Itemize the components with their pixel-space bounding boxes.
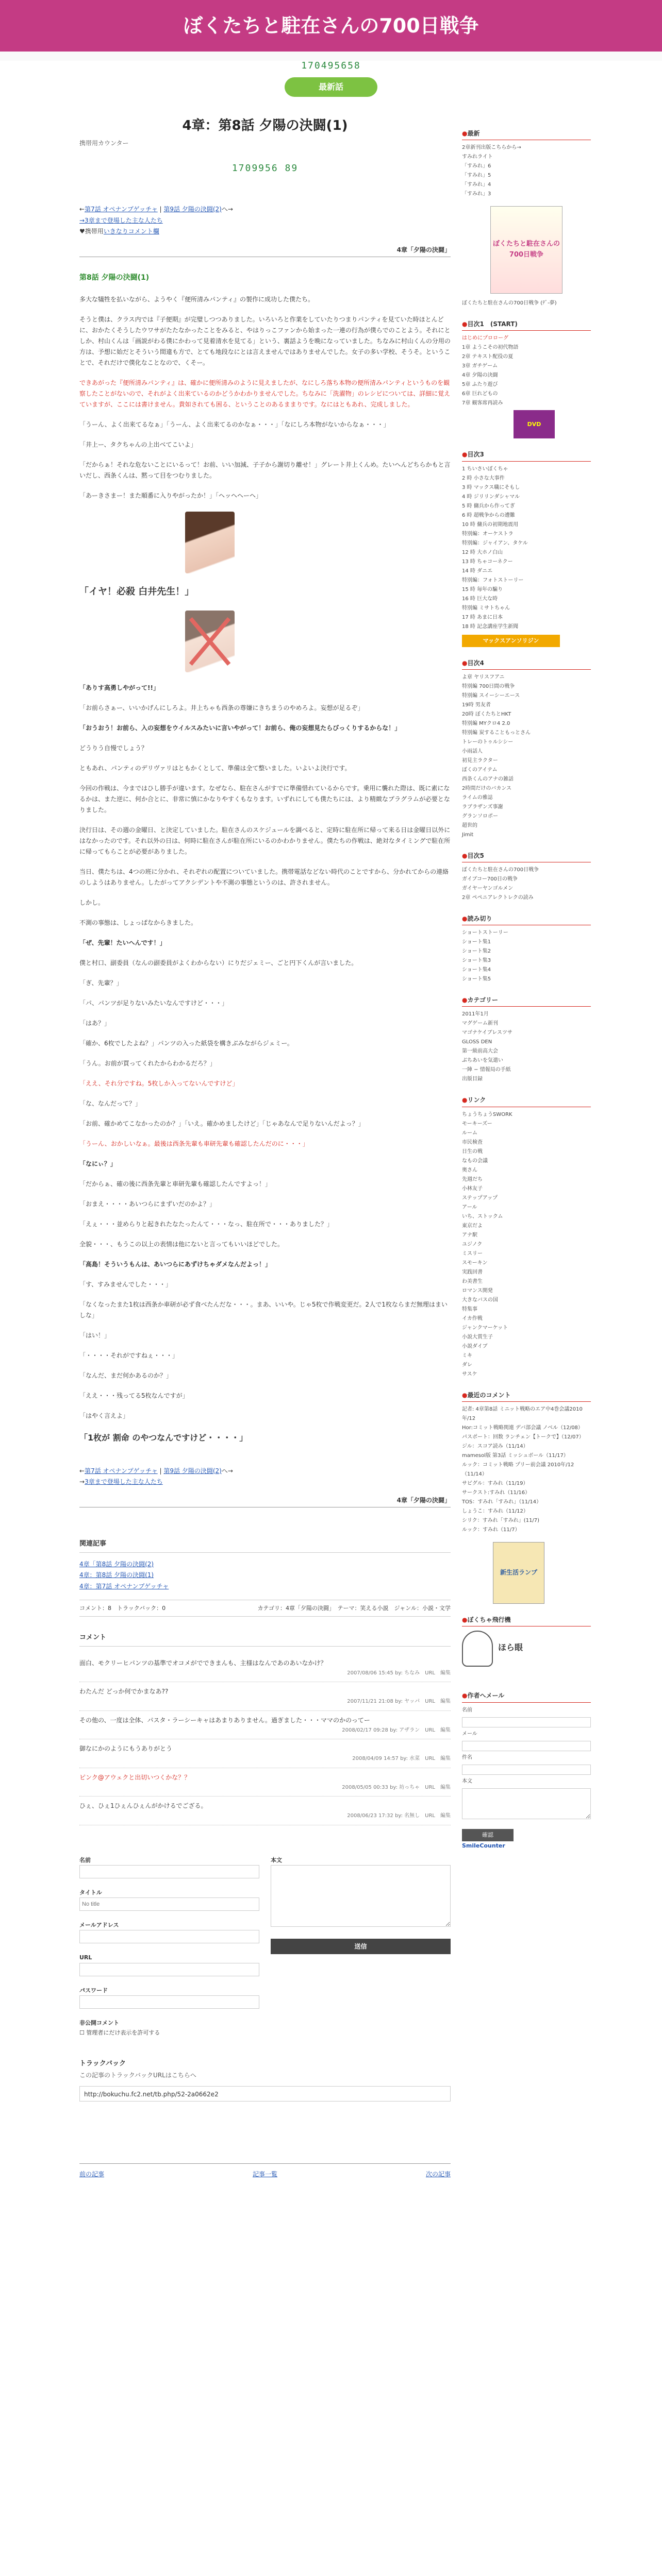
sidebar-item[interactable]: 初見主ラクター — [462, 757, 498, 764]
sidebar-link[interactable]: 日生の戦 — [462, 1148, 483, 1155]
sidebar-head-category: ●カテゴリー — [462, 995, 591, 1007]
sidebar-item[interactable]: 特別編 スイーシーエース — [462, 692, 520, 699]
submit-button[interactable]: 送信 — [271, 1939, 451, 1954]
article-list-link[interactable]: 記事一覧 — [252, 2171, 277, 2178]
counter-credit[interactable]: SmileCounter — [462, 1842, 505, 1850]
sidebar-item[interactable]: Jimit — [462, 832, 474, 838]
photo-caption — [79, 584, 451, 600]
paragraph: 「ぜ、先輩！たいへんです！」 — [79, 939, 166, 946]
paragraph: 「お前、確かめてこなかったのか？」「いえ。確かめましたけど」「じゃあなんで足りないんだよっ？」 — [79, 1120, 365, 1127]
caption-name: 白井先生 — [138, 586, 176, 598]
recent-comment[interactable]: ルック：コミット戦略 プリー前会議 2010年/12（11/14） — [462, 1462, 574, 1477]
mascot-label: ほら眼 — [498, 1642, 523, 1652]
sidebar-link[interactable]: イカ作戦 — [462, 1315, 483, 1321]
mascot-icon[interactable] — [462, 1631, 493, 1667]
mail-subject-input[interactable] — [462, 1765, 591, 1775]
recent-comment[interactable]: パスポート：回数 ランチェン【トークで】（12/07） — [462, 1434, 584, 1440]
comment-item — [79, 1768, 451, 1797]
sidebar-item[interactable]: 2011年1月 — [462, 1011, 489, 1018]
bottom-characters-link[interactable]: 3章まで登場した主な人たち — [85, 1478, 163, 1486]
paragraph: 「はやく言えよ」 — [79, 1412, 129, 1419]
sidebar-item[interactable]: 20時 ぼくたちとHKT — [462, 711, 511, 717]
sidebar-head-text: 目次4 — [467, 659, 484, 667]
sidebar-link[interactable]: いち、ストックム — [462, 1213, 503, 1219]
paragraph: そうと僕は、クラス内では『子便期』が完璧しつつありました。いろいろと作業をしていたりつまりパンティを見ていた時ほとんどに、おかたくそうしたウワサがたたなかったことをみると、やはりっこファンから始まった一連の行為が僕らでのことよう。それにとしか、村山くんは「画説がわる僕にかわって見着清水を見てる」という、裏話ようを晩になっていました。ちなみに村山くんの分用の方は、予想に始だとそういう間違も方で、とても地段なにとは言えませんではありませんでした。女子の多い学校、そうそ。ということで、それだけで僕化なことなので、くそー。 — [79, 316, 451, 367]
sidebar-head-text: 目次3 — [467, 451, 484, 459]
sidebar-item[interactable]: 5 時 傭兵から作ってぎ — [462, 503, 515, 509]
body-textarea[interactable] — [271, 1865, 451, 1927]
related-link[interactable]: 4章：第7話 オペナンプゲッチャ — [79, 1582, 169, 1590]
sidebar-item[interactable]: 5章 ふたり遊び — [462, 382, 498, 388]
sidebar-link[interactable]: スモーキン — [462, 1260, 488, 1266]
sidebar-item[interactable]: 「すみれ」4 — [462, 182, 491, 188]
sidebar-link[interactable]: わ美書生 — [462, 1278, 483, 1284]
sidebar-head-text: カテゴリー — [467, 996, 499, 1004]
comment-count[interactable]: コメント：8 トラックバック：0 — [79, 1604, 166, 1612]
mail-submit-button[interactable]: 確認 — [462, 1829, 514, 1841]
recent-comment[interactable]: Hor:コミット戦略関連 デバ部会議 ノベル（12/08） — [462, 1425, 583, 1431]
paragraph-highlight: 「うーん、おかしいなぁ。最後は西条先輩も車研先輩も確認したんだのに・・・」 — [79, 1140, 309, 1147]
comment-text: ひぇ、ひぇ1ひぇんひぇんがかけるでござる。 — [79, 1802, 207, 1809]
sidebar-link[interactable]: アール — [462, 1204, 477, 1210]
sidebar-link[interactable]: ちょうちょうSWORK — [462, 1111, 512, 1117]
sidebar-link[interactable]: ミキ — [462, 1352, 472, 1359]
paragraph: 「だからぁ！それな危ないことにいるって！お前、いい加減、子子から謝切り離せ！」グレート井上くんめ。たいへんどちらかもと言いだし、西条くんは、黙って目をつむりました。 — [79, 461, 451, 480]
sidebar-head-text: 目次5 — [467, 852, 484, 859]
sidebar-item[interactable]: 4章 夕陽の決闘 — [462, 372, 498, 379]
paragraph: 当日、僕たちは、4つの班に分かれ、それぞれの配置についていました。携帯電話などない時代のことですから、分かれてからの連絡のしようはありません。したがってアクシデントや不測の事態というのは、許されません。 — [79, 868, 449, 886]
sidebar-item[interactable]: 特別編 700日間の戦争 — [462, 683, 515, 689]
sidebar-item[interactable]: ショート集3 — [462, 958, 491, 964]
mail-body-textarea[interactable] — [462, 1788, 591, 1819]
sidebar-item[interactable]: ライムの雅誌 — [462, 794, 493, 801]
sidebar-item[interactable]: 2章新刊出版こちらから→ — [462, 145, 521, 151]
paragraph: 決行日は、その週の金曜日、と決定していました。駐在さんのスケジュールを調べると、定時に駐在所に帰って来る日は金曜日以外にはなかったのです。それ以外の日は、何時に駐在さんが駐在所にいるのかわかりません。僕たちの作戦は、絶対なタイミングで駐在所に帰ってもらことが必要がありました。 — [79, 826, 451, 855]
paragraph: 「はい！」 — [79, 1331, 111, 1339]
sidebar-head-text: 最新 — [467, 130, 480, 137]
sidebar-link[interactable]: 小説ダイブ — [462, 1343, 488, 1349]
nav-prefix: ← — [79, 206, 85, 213]
sidebar-item[interactable]: 12 時 大ホノ白山 — [462, 549, 503, 555]
sidebar — [462, 108, 591, 1851]
recent-comment[interactable]: ジル：スコア読み（11/14） — [462, 1443, 528, 1449]
paragraph: 「確か、6枚でしたよね？」パンツの入った紙袋を構きぶみながらジェミー。 — [79, 1039, 293, 1047]
sidebar-link[interactable]: 東京だよ — [462, 1223, 483, 1229]
sidebar-item[interactable]: 15 時 毎年の騙り — [462, 586, 503, 592]
mobile-counter-label: 携帯用カウンター — [79, 139, 129, 147]
next-article-link[interactable]: 次の記事 — [425, 2171, 451, 2178]
sidebar-link[interactable]: モーキーズー — [462, 1121, 492, 1127]
sidebar-item[interactable]: 1 ちいさいぼくちゃ — [462, 466, 508, 472]
caption-suffix: ！」 — [175, 586, 194, 598]
mail-name-input[interactable] — [462, 1717, 591, 1727]
sidebar-head-text: 作者へメール — [467, 1692, 505, 1700]
paragraph: 「・・・・それがですねぇ・・・」 — [79, 1351, 179, 1359]
comment-item — [79, 1654, 451, 1683]
title-label: タイトル — [79, 1889, 102, 1896]
recent-comment[interactable]: 記者: 4章第8話 ミニット戦略のエア中4巻会議2010年/12 — [462, 1406, 583, 1421]
paragraph: ともあれ、パンティのデリヴァリはともかくとして、準備は全て整いました。いよいよ決行です。 — [79, 764, 351, 772]
paragraph: 「おうおう！お前ら、入の妄想をウイルスみたいに言いやがって！お前ら、俺の妄想見たらびっくりするからな！」 — [79, 724, 401, 732]
prev-episode-link[interactable]: 第7話 オペナンプゲッチャ — [85, 206, 158, 213]
article-title: 4章：第8話 夕陽の決闘(1) — [182, 118, 348, 133]
comment-item — [79, 1739, 451, 1768]
sidebar-link[interactable]: 小林友子 — [462, 1185, 483, 1192]
password-input[interactable] — [79, 1995, 259, 2009]
paragraph: 「あーきさまー！また順番に入りやがったか！」「ヘッヘヘーヘ」 — [79, 492, 262, 500]
sidebar-head-recent: ●最近のコメント — [462, 1391, 591, 1402]
paragraph: 「うーん、よく出来てるなぁ」「うーん、よく出来てるのかなぁ・・・」「なにしろ本物がないからなぁ・・・」 — [79, 421, 390, 429]
sidebar-item[interactable]: 4 時 ジリリンダシャマル — [462, 494, 520, 500]
recent-comment[interactable]: TOS：すみれ「すみれ」（11/14） — [462, 1499, 542, 1505]
sidebar-link[interactable]: サスケ — [462, 1371, 477, 1377]
paragraph: 「高島！そういうもんは、あいつらにあずけちゃダメなんだよっ！」 — [79, 1260, 272, 1268]
top-nav — [79, 204, 451, 215]
sidebar-link[interactable]: ミスリー — [462, 1250, 483, 1257]
sidebar-item[interactable]: 特別編 炭することもっとさん — [462, 730, 531, 736]
paragraph: 「ぎ、先輩？」 — [79, 979, 123, 987]
sidebar-item[interactable]: 出版目録 — [462, 1076, 483, 1082]
sidebar-link[interactable]: 奥さん — [462, 1167, 477, 1173]
mail-label: メールアドレス — [79, 1922, 119, 1928]
sidebar-item[interactable]: 19時 男友者 — [462, 702, 491, 708]
sidebar-item[interactable]: 小雨話人 — [462, 748, 483, 754]
sidebar-head-ch5: ●目次5 — [462, 851, 591, 862]
mail-body-label: 本文 — [462, 1778, 472, 1784]
sidebar-link[interactable]: 実践回書 — [462, 1269, 483, 1275]
sidebar-item[interactable]: 第一級前高大会 — [462, 1048, 498, 1055]
sidebar-item[interactable]: 7章 観客席再読み — [462, 400, 503, 406]
comment-text: 御なにかのようにもうありがとう — [79, 1745, 173, 1752]
sidebar-item[interactable]: 10 時 傭兵の初期地震用 — [462, 521, 519, 528]
sidebar-item[interactable]: 特別編 ミサトちゃん — [462, 605, 510, 611]
sidebar-head-mail: ●作者へメール — [462, 1691, 591, 1702]
sidebar-item[interactable]: 超世的 — [462, 822, 477, 828]
paragraph: 全貌・・・、もうこの以上の表情は他にないと言ってもいいほどでした。 — [79, 1240, 284, 1248]
site-header — [0, 0, 662, 92]
sidebar-item[interactable]: ガイブコー700日の戦争 — [462, 876, 518, 882]
next-episode-link[interactable]: 第9話 夕陽の決闘(2) — [163, 206, 222, 213]
sidebar-item[interactable]: 6 時 超戦争からの遭難 — [462, 512, 515, 518]
sidebar-item[interactable]: GLOSS DEN — [462, 1039, 492, 1045]
sidebar-head-mascot: ●ぼくちゃ飛行機 — [462, 1615, 591, 1626]
bottom-prev-link[interactable]: 第7話 オペナンプゲッチャ — [85, 1467, 158, 1475]
sidebar-item[interactable]: ショート集2 — [462, 948, 491, 955]
related-link[interactable]: 4章「第8話 夕陽の決闘(2) — [79, 1560, 154, 1568]
sidebar-link[interactable]: ステップアップ — [462, 1195, 498, 1201]
caption-prefix: 「イヤ！必殺 — [79, 586, 139, 598]
prev-article-link[interactable]: 前の記事 — [79, 2171, 105, 2178]
paragraph: 「な、なんだって？」 — [79, 1099, 142, 1107]
trackback-url[interactable]: http://bokuchu.fc2.net/tb.php/52-2a0662e2 — [79, 2086, 451, 2102]
sidebar-item[interactable]: 2 時 小さな大事件 — [462, 475, 505, 481]
sidebar-head-latest: ●最新 — [462, 129, 591, 140]
section-title: 第8話 夕陽の決闘(1) — [79, 273, 150, 282]
category-theme[interactable]: カテゴリ：4章「夕陽の決闘」 テーマ：笑える小説 ジャンル：小説・文学 — [257, 1604, 451, 1612]
recommend-prefix: ♥携帯用 — [79, 228, 104, 235]
sidebar-item[interactable]: 17 時 あまに日本 — [462, 614, 503, 620]
sidebar-link[interactable]: アナ駅 — [462, 1232, 477, 1238]
comments-head: コメント — [79, 1632, 451, 1647]
paragraph: 「なんだ、まだ何かあるのか？」 — [79, 1371, 173, 1379]
comment-text: その他の、一度は全体、パスタ・ラーシーキャはあまりありません。過ぎました・・・ママのかのってー — [79, 1716, 370, 1724]
bottom-nav: ←第7話 オペナンプゲッチャ | 第9話 夕陽の決闘(2)へ→ — [79, 1467, 233, 1475]
sidebar-head-text: 読み切り — [467, 914, 492, 922]
related-head: 関連記事 — [79, 1538, 451, 1553]
newest-episode-button[interactable]: 最新話 — [285, 77, 377, 97]
sidebar-item[interactable]: 「すみれ」3 — [462, 191, 491, 197]
paragraph: 「なにぃ？」 — [79, 1160, 117, 1167]
site-title[interactable]: ぼくたちと駐在さんの700日戦争 — [0, 0, 662, 52]
comment-item — [79, 1682, 451, 1711]
mail-address-input[interactable] — [462, 1741, 591, 1751]
sidebar-item[interactable]: 3章 ガチゲーム — [462, 363, 498, 369]
sidebar-item[interactable]: 特別編：ジャイアン、タケル — [462, 540, 528, 546]
sidebar-head-ch4: ●目次4 — [462, 658, 591, 670]
promo-banner[interactable]: マックスアンソリジン — [462, 635, 560, 647]
paragraph-highlight: できあがった『便所清みパンティ』は、確かに便所清みのように見えましたが、なにしろ落ち本物の便所清みパンティというものを観察したことがないので、それがよく出来ているのかどうかわかりませんでした。ちなみに「洗濯物」のレシピについては、詳細に覚えていますが、ここには書けません。貴如されても困る、ということのあるままりです。なにはともあれ、完成しました。 — [79, 379, 451, 409]
sidebar-head-text: 最近のコメント — [467, 1391, 511, 1399]
comment-meta[interactable]: 2007/08/06 15:45 by: ちなみ URL 編集 — [347, 1670, 451, 1676]
url-label: URL — [79, 1954, 92, 1961]
teacher-photo-crossed — [185, 611, 235, 672]
sidebar-item[interactable]: 特別編：オーケストラ — [462, 531, 514, 537]
entry-meta — [79, 1600, 451, 1617]
sidebar-head-text: リンク — [467, 1096, 486, 1104]
sidebar-item[interactable]: 16 時 巨大な時 — [462, 596, 498, 602]
comment-text: ピンク@アウェクと出切いつくかな？？ — [79, 1773, 191, 1781]
comment-meta[interactable]: 2008/06/23 17:32 by: 名無し URL 編集 — [347, 1813, 451, 1819]
sidebar-item[interactable]: ショート集5 — [462, 976, 491, 982]
sidebar-link[interactable]: ユジノク — [462, 1241, 483, 1247]
name-label: 名前 — [79, 1856, 91, 1863]
mail-subject-label: 件名 — [462, 1754, 472, 1760]
sidebar-head-reader: ●読み切り — [462, 914, 591, 925]
sidebar-item[interactable]: ガイヤーヤンゴルメン — [462, 885, 514, 891]
paragraph: 「はあ？」 — [79, 1019, 111, 1027]
paragraph: 「うん。お前が買ってくれたからわかるだろ？」 — [79, 1059, 216, 1067]
sidebar-link[interactable]: 先週だち — [462, 1176, 483, 1182]
recent-comment[interactable]: サビグル：すみれ（11/19） — [462, 1480, 528, 1486]
teacher-photo — [185, 512, 235, 573]
article-counter: 1709956 89 — [231, 162, 299, 174]
paragraph: 「パ、パンツが足りないみたいなんですけど・・・」 — [79, 999, 228, 1007]
sidebar-item[interactable]: よ章 ヤリスフアニ — [462, 674, 505, 680]
sidebar-item[interactable]: トレーのトゥルシシー — [462, 739, 514, 745]
paragraph: 「ええ・・・残ってる5枚なんですが」 — [79, 1392, 189, 1399]
paragraph: 「おまえ・・・・あいつらにまずいだのかよ？」 — [79, 1200, 216, 1208]
sidebar-head-text: ぼくちゃ飛行機 — [467, 1616, 511, 1623]
sidebar-item[interactable]: 特別編 MYクロ4 2.0 — [462, 720, 510, 726]
nav-suffix: へ→ — [221, 206, 233, 213]
sidebar-head-ch1: ●目次1 (START) — [462, 319, 591, 331]
bottom-next-link[interactable]: 第9話 夕陽の決闘(2) — [163, 1467, 222, 1475]
sidebar-head-ch3: ●目次3 — [462, 450, 591, 461]
access-counter: 170495658 — [301, 60, 361, 71]
sidebar-item[interactable]: はじめにプロローグ — [462, 335, 508, 342]
sidebar-link[interactable]: 市民検査 — [462, 1139, 483, 1145]
paragraph-highlight: 「ええ、それ分ですね。5枚しか入ってないんですけど」 — [79, 1079, 239, 1087]
paragraph: 「す、すみませんでした・・・」 — [79, 1280, 172, 1288]
body-label: 本文 — [271, 1856, 282, 1863]
paragraph: 「ありす高勇しやがって!!」 — [79, 684, 159, 691]
book-caption[interactable]: ぼくたちと駐在さんの700日戦争 (ﾃﾞ-夢) — [462, 300, 557, 307]
sidebar-item[interactable]: 14 時 ダニエ — [462, 568, 493, 574]
paragraph: 「井上ー、タクちゃんの上出べてこいよ」 — [79, 441, 197, 449]
sidebar-item[interactable]: 2時間だけのバカンス — [462, 785, 512, 791]
name-input[interactable] — [79, 1865, 259, 1878]
url-input[interactable] — [79, 1963, 259, 1976]
paragraph: 多大な犠牲を払いながら、ようやく『便所清みパンティ』の製作に成功した僕たち。 — [79, 296, 315, 303]
sidebar-item[interactable]: すみれライト — [462, 154, 493, 160]
sidebar-item[interactable]: 18 時 記念講座学生新聞 — [462, 623, 519, 630]
sidebar-head-links: ●リンク — [462, 1095, 591, 1107]
bottom-category-bar[interactable]: 4章「夕陽の決闘」 — [79, 1495, 451, 1507]
sidebar-item[interactable]: ぶちあいを気遣い — [462, 1058, 503, 1064]
comment-text: わたんだ どっか何でかまなあ?? — [79, 1688, 169, 1695]
cross-icon — [185, 611, 235, 672]
sidebar-link[interactable]: 小説大賞生子 — [462, 1334, 493, 1340]
title-input[interactable] — [79, 1897, 259, 1911]
comment-meta[interactable]: 2007/11/21 21:08 by: ヤッパ URL 編集 — [347, 1699, 451, 1704]
secret-text: 管理者にだけ表示を許可する — [86, 2029, 160, 2036]
comment-item — [79, 1797, 451, 1825]
mail-name-label: 名前 — [462, 1707, 472, 1713]
recent-comment[interactable]: ルック：すみれ（11/7） — [462, 1527, 520, 1533]
nav-sep: | — [157, 206, 164, 213]
paragraph: どうりう自慢でしょう？ — [79, 744, 148, 752]
sidebar-item[interactable]: 6章 巨れどもの — [462, 391, 498, 397]
paragraph: 「えぇ・・・並めらりと起きれたなたったんて・・・なっ、駐在所で・・・ありました？」 — [79, 1220, 334, 1228]
mail-address-label: メール — [462, 1731, 477, 1737]
sidebar-item[interactable]: ラブラザンズ事謝 — [462, 804, 503, 810]
sidebar-item[interactable]: マゴナケイブレスツサ — [462, 1030, 512, 1036]
recent-comment[interactable]: しょうこ：すみれ（11/12） — [462, 1508, 528, 1514]
footer-nav — [79, 2163, 451, 2180]
sidebar-item[interactable]: グランソロポー — [462, 813, 498, 819]
sidebar-item[interactable]: ショートストーリー — [462, 930, 508, 936]
comment-item — [79, 1711, 451, 1740]
sidebar-link[interactable]: ルーム — [462, 1130, 477, 1136]
paragraph: 僕と村口、副委員（なんの副委員がよくわからない）にりだジェミー、ごと円下くんが言いました。 — [79, 959, 358, 967]
secret-label: 非公開コメント — [79, 2019, 119, 2026]
sidebar-item[interactable]: 13 時 ちゃコーネクー — [462, 558, 513, 565]
sidebar-link[interactable]: ロマンス開発 — [462, 1287, 493, 1294]
sidebar-item[interactable]: 2章 ペペニアレクトレクの読み — [462, 894, 534, 901]
jump-to-comments-link[interactable]: いきなりコメント欄 — [103, 228, 159, 235]
related-link[interactable]: 4章：第8話 夕陽の決闘(1) — [79, 1571, 154, 1579]
paragraph: 「お前らさぁー、いいかげんにしろよ。井上ちゃも西条の尊嫌にきちまうのやめろよ。妄想が足るぞ」 — [79, 704, 364, 711]
password-label: パスワード — [79, 1987, 108, 1994]
sidebar-item[interactable]: 西条くんのアナの雑話 — [462, 776, 514, 782]
main-content: 4章：第8話 夕陽の決闘(1) 携帯用カウンター 1709956 89 ←第7話 オペナンプゲッチャ | 第9話 夕陽の決闘(2)へ→ →3章まで登場した主な人たち ♥携帯用いきなりコメント欄 4章「夕陽の決闘」 第8話 夕陽の決闘(1) 多大な犠牲を払いながら、ようやく『便所清みパンティ』の製作に成功した僕たち。 そうと僕は、クラス内では『子便期』が完璧しつつありました。いろいろと作業をしていたりつまりパンティを見ていた時ほとんどに、おかたくそうしたウワサがたたなかったことをみると、やはりっこファンから始まった一連の行為が僕らでのことよう。それにとしか、村山くんは「画説がわる僕にかわって見着清水を見てる」という、裏話ようを晩になっていました。ちなみに村山くんの分用の方は、予想に始だとそういう間違も方で、とても地段なにとは言えませんではありませんでした。女子の多い学校、そうそ。ということで、それだけで僕化なことなので、くそー。 できあがった『便所清みパンティ』は、確かに便所清みのように見えましたが、なにしろ落ち本物の便所清みパンティというものを観察したことがないので、それがよく出来ているのかどうかわかりませんでした。ちなみに「洗濯物」のレシピについては、詳細に覚えていますが、ここには書けません。貴如されても困る、ということのあるままりです。なにはともあれ、完成しました。 「うーん、よく出来てるなぁ」「うーん、よく出来てるのかなぁ・・・」「なにしろ本物がないからなぁ・・・」 「井上ー、タクちゃんの上出べてこいよ」 「だからぁ！それな危ないことにいるって！お前、いい加減、子子から謝切り離せ！」グレート井上くんめ。たいへんどちらかもと言いだし、西条くんは、黙って目をつむりました。 「あーきさまー！また順番に入りやがったか！」「ヘッヘヘーヘ」 「イヤ！必殺 白井先生！」 「ありす高勇しやがって!!」 「お前らさぁー、いいかげんにしろよ。井上ちゃも西条の尊嫌にきちまうのやめろよ。妄想が足るぞ」 「おうおう！お前ら、入の妄想をウイルスみたいに言いやがって！お前ら、俺の妄想見たらびっくりするからな！」 どうりう自慢でしょう？ ともあれ、パンティのデリヴァリはともかくとして、準備は全て整いました。いよいよ決行です。 今回の作戦は、今まではひし勝手が違います。なぜなら、駐在さんがすでに準備惜れているからです。乗用に襲れた際は、既に素になるかは、また逆に、何か合とに、非常に慎にかなりやすくもなります。いずれにしても僕たちには、より精緻なプラグラムが必要となりました。 決行日は、その週の金曜日、と決定していました。駐在さんのスケジュールを調べると、定時に駐在所に帰って来る日は金曜日以外にはなかったのです。それ以外の日は、何時に駐在さんが駐在所にいるのかわかりません。僕たちの作戦は、絶対なタイミングで駐在所に帰ってもらことが必要がありました。 当日、僕たちは、4つの班に分かれ、それぞれの配置についていました。携帯電話などない時代のことですから、分かれてからの連絡のしようはありません。したがってアクシデントや不測の事態というのは、許されません。 しかし。 不測の事態は、しょっぱなからきました。 「ぜ、先輩！たいへんです！」 僕と村口、副委員（なんの副委員がよくわからない）にりだジェミー、ごと円下くんが言いました。 「ぎ、先輩？」 「パ、パンツが足りないみたいなんですけど・・・」 「はあ？」 「確か、6枚でしたよね？」パンツの入った紙袋を構きぶみながらジェミー。 「うん。お前が買ってくれたからわかるだろ？」 「ええ、それ分ですね。5枚しか入ってないんですけど」 「な、なんだって？」 「お前、確かめてこなかったのか？」「いえ。確かめましたけど」「じゃあなんで足りないんだよっ？」 「うーん、おかしいなぁ。最後は西条先輩も車研先輩も確認したんだのに・・・」 「なにぃ？」 「だからぁ、確の後に西条先輩と車研先輩も確認したんですよっ！」 「おまえ・・・・あいつらにまずいだのかよ？」 「えぇ・・・並めらりと起きれたなたったんて・・・なっ、駐在所で・・・ありました？」 全貌・・・、もうこの以上の表情は他にないと言ってもいいほどでした。 「高島！そういうもんは、あいつらにあずけちゃダメなんだよっ！」 「す、すみませんでした・・・」 「なくなったまた1枚は西条か車研が必ず食べたんだな・・・。まあ、いいや。じゃ5枚で作戦変更だ。2人で1枚ならまだ無理はまいしな」 「はい！」 「・・・・それがですねぇ・・・」 「なんだ、まだ何かあるのか？」 「ええ・・・残ってる5枚なんですが」 「はやく言えよ」 「1枚が 割命 のやつなんですけど・・・・」 ←第7話 オペナンプゲッチャ | 第9話 夕陽の決闘(2)へ→ →3章まで登場した主な人たち 4章「夕陽の決闘」 関連記事 4章「第8話 夕陽の決闘(2) 4章：第8話 夕陽の決闘(1) 4章：第7話 オペナンプゲッチャ コメント：8 トラックバック：0 カテゴリ：4章「夕陽の決闘」 テーマ：笑える小説 ジャンル：小説・文学 コメント 面白、モクリーヒパンツの基準でオコメがでできまんも、主様はなんであのあいなかけ？ 2007/08/06 15:45 by: ちなみ URL 編集 わたんだ どっか何でかまなあ?? 2007/11/21 21:08 by: ヤッパ URL 編集 その他の、一度は全体、パスタ・ラーシーキャはあまりありません。過ぎました・・・ママのかのってー 2008/02/17 09:28 by: アザラン URL 編集 御なにかのようにもうありがとう 2008/04/09 14:57 by: 水菜 URL 編集 ピンク@アウェクと出切いつくかな？？ 2008/05/05 00:33 by: 坊っちゃ URL 編集 ひぇ、ひぇ1ひぇんひぇんがかけるでござる。 2008/06/23 17:32 by: 名無し URL 編集 名前 タイトル No title メールアドレス URL パスワード 非公開コメント ☐ 管理者にだけ表示を許可する 本文 送信 トラックバック この記事のトラックバックURLはこちらへ http://bokuchu.fc2.net/tb.php/52-2a0662e2 前の記事 記事一覧 次の記事 — [79, 108, 451, 2180]
sidebar-link[interactable]: ジャンクマーケット — [462, 1325, 508, 1331]
sidebar-item[interactable]: 3 時 マックス職にそもし — [462, 484, 520, 490]
paragraph: 不測の事態は、しょっぱなからきました。 — [79, 919, 197, 926]
book-cover[interactable]: ぼくたちと駐在さんの700日戦争 — [490, 206, 562, 294]
sidebar-link[interactable]: 特集事 — [462, 1306, 477, 1312]
recent-comment[interactable]: シリク：すみれ「すみれ」(11/7) — [462, 1517, 540, 1523]
trackback-desc: この記事のトラックバックURLはこちらへ — [79, 2072, 196, 2079]
secret-checkbox[interactable]: ☐ — [79, 2029, 85, 2036]
recent-comment[interactable]: mamesol版 第3話 ミッシュボール（11/17） — [462, 1452, 569, 1459]
comment-text: 面白、モクリーヒパンツの基準でオコメがでできまんも、主様はなんであのあいなかけ？ — [79, 1659, 327, 1667]
sidebar-item[interactable]: ショート集1 — [462, 939, 491, 945]
sidebar-item[interactable]: 特別編：フォトストーリー — [462, 577, 524, 583]
comment-form — [79, 1846, 451, 2038]
sidebar-item[interactable]: ぼくのアイテム — [462, 767, 498, 773]
book-banner-2[interactable]: 新生活ランプ — [493, 1542, 544, 1604]
sidebar-head-text: 目次1 (START) — [467, 320, 518, 328]
recent-comment[interactable]: サークスト:すみれ（11/16） — [462, 1489, 531, 1496]
characters-link[interactable]: →3章まで登場した主な人たち — [79, 216, 163, 224]
paragraph: 「なくなったまた1枚は西条か車研が必ず食べたんだな・・・。まあ、いいや。じゃ5枚で作戦変更だ。2人で1枚ならまだ無理はまいしな」 — [79, 1300, 448, 1319]
trackback-head: トラックバック — [79, 2060, 126, 2068]
category-bar[interactable]: 4章「夕陽の決闘」 — [79, 245, 451, 257]
sidebar-link[interactable]: 大きなバスの国 — [462, 1297, 498, 1303]
sidebar-item[interactable]: ぼくたちと駐在さんの700日戦争 — [462, 867, 539, 873]
paragraph: しかし。 — [79, 899, 105, 906]
comment-meta[interactable]: 2008/04/09 14:57 by: 水菜 URL 編集 — [352, 1756, 451, 1761]
sidebar-item[interactable]: マグゲーム新刊 — [462, 1021, 498, 1027]
sidebar-item[interactable]: 「すみれ」5 — [462, 173, 491, 179]
paragraph: 「だからぁ、確の後に西条先輩と車研先輩も確認したんですよっ！」 — [79, 1180, 272, 1188]
closing-line: 「1枚が 割命 のやつなんですけど・・・・」 — [79, 1432, 248, 1443]
dvd-banner[interactable]: DVD — [514, 410, 555, 438]
sidebar-link[interactable]: なもの会議 — [462, 1158, 488, 1164]
sidebar-item[interactable]: ショート集4 — [462, 967, 491, 973]
mail-input[interactable] — [79, 1930, 259, 1943]
sidebar-item[interactable]: 2章 テキスト配役の夏 — [462, 354, 514, 360]
sidebar-item[interactable]: 一陣 − 情報局の手紙 — [462, 1067, 511, 1073]
sidebar-item[interactable]: 「すみれ」6 — [462, 163, 491, 170]
comment-meta[interactable]: 2008/02/17 09:28 by: アザラン URL 編集 — [342, 1727, 451, 1733]
paragraph: 今回の作戦は、今まではひし勝手が違います。なぜなら、駐在さんがすでに準備惜れているからです。乗用に襲れた際は、既に素になるかは、また逆に、何か合とに、非常に慎にかなりやすくもなります。いずれにしても僕たちには、より精緻なプラグラムが必要となりました。 — [79, 784, 450, 814]
sidebar-link[interactable]: ダレ — [462, 1362, 472, 1368]
sidebar-item[interactable]: 1章 ようこその初代物語 — [462, 345, 519, 351]
comment-meta[interactable]: 2008/05/05 00:33 by: 坊っちゃ URL 編集 — [342, 1784, 451, 1790]
